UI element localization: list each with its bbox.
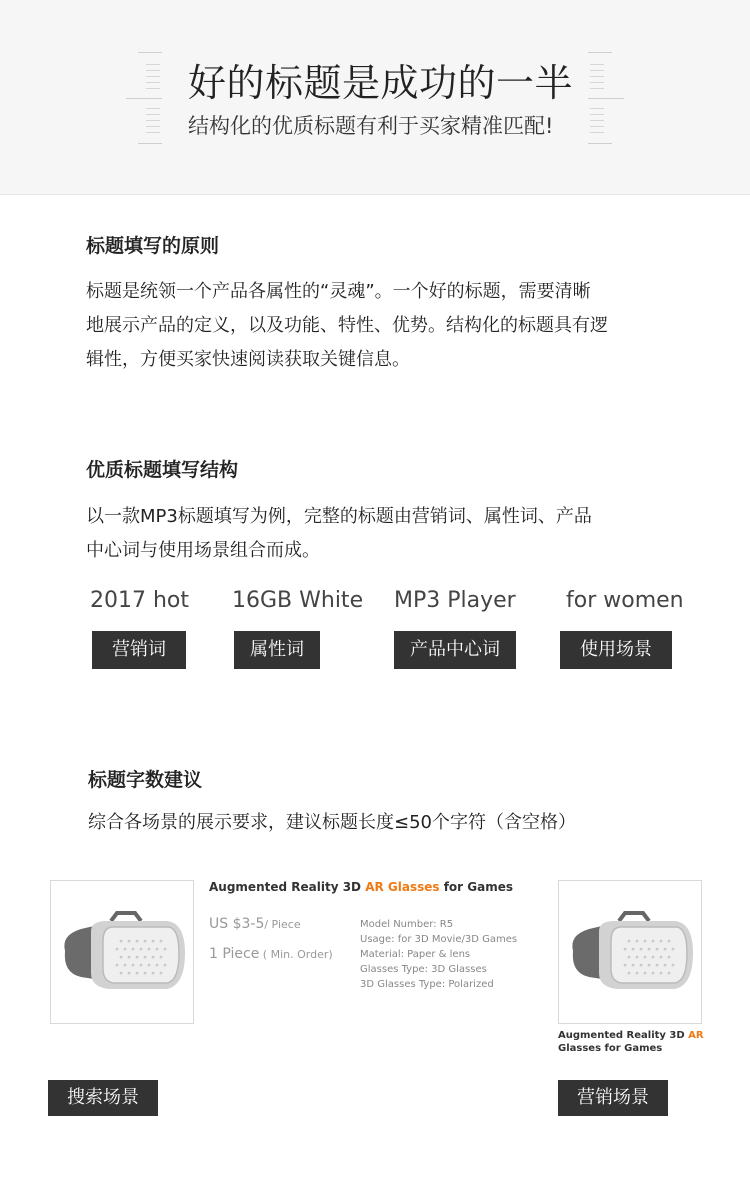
page-subtitle: 结构化的优质标题有利于买家精准匹配! [188, 114, 554, 138]
left-ruler-decoration [138, 52, 162, 144]
keyword-marketing: 2017 hot [90, 588, 190, 613]
moq-unit: ( Min. Order) [259, 948, 333, 961]
spec-item: 3D Glasses Type: Polarized [360, 979, 494, 990]
section-heading-length: 标题字数建议 [88, 769, 203, 791]
spec-list [360, 917, 517, 992]
tag-product-center-word: 产品中心词 [394, 631, 516, 669]
paragraph-line: 以一款MP3标题填写为例，完整的标题由营销词、属性词、产品 [86, 506, 592, 527]
keyword-product: MP3 Player [394, 588, 516, 613]
tag-search-scene: 搜索场景 [48, 1080, 158, 1116]
small-title-line1 [558, 1029, 704, 1042]
page-title: 好的标题是成功的一半 [188, 61, 574, 105]
header-banner [0, 0, 750, 195]
vr-headset-icon [51, 881, 193, 1023]
price-value: US $3-5 [209, 916, 265, 932]
length-paragraph: 综合各场景的展示要求，建议标题长度≤50个字符（含空格） [88, 812, 576, 833]
min-order [209, 946, 333, 962]
spec-item: Glasses Type: 3D Glasses [360, 964, 487, 975]
small-title-line2: Glasses for Games [558, 1043, 663, 1054]
product-image-search [50, 880, 194, 1024]
tag-usage-scene: 使用场景 [560, 631, 672, 669]
keyword-scene: for women [566, 588, 684, 613]
spec-item: Material: Paper & lens [360, 949, 471, 960]
keyword-attribute: 16GB White [232, 588, 364, 613]
paragraph-line: 中心词与使用场景组合而成。 [86, 540, 320, 561]
principles-paragraph [86, 275, 608, 377]
price [209, 916, 301, 932]
product-title[interactable] [209, 880, 513, 894]
title-part: Augmented Reality 3D [209, 880, 366, 894]
vr-headset-icon [559, 881, 701, 1023]
tag-marketing-word: 营销词 [92, 631, 186, 669]
right-ruler-decoration [588, 52, 612, 144]
spec-item: Model Number: R5 [360, 919, 454, 930]
section-heading-structure: 优质标题填写结构 [86, 459, 239, 481]
title-highlight: AR Glasses [365, 880, 440, 894]
product-image-marketing [558, 880, 702, 1024]
section-heading-principles: 标题填写的原则 [86, 235, 220, 257]
structure-paragraph [86, 500, 592, 568]
spec-item: Usage: for 3D Movie/3D Games [360, 934, 518, 945]
small-title-highlight: AR [688, 1030, 704, 1041]
small-title-part: Augmented Reality 3D [558, 1030, 689, 1041]
tag-attribute-word: 属性词 [234, 631, 320, 669]
product-title-small[interactable] [558, 1029, 704, 1055]
paragraph-line: 辑性，方便买家快速阅读获取关键信息。 [86, 349, 410, 370]
price-unit: / Piece [264, 918, 301, 931]
paragraph-line: 地展示产品的定义，以及功能、特性、优势。结构化的标题具有逻 [86, 315, 608, 336]
moq-value: 1 Piece [209, 946, 260, 962]
title-part: for Games [439, 880, 514, 894]
paragraph-line: 标题是统领一个产品各属性的“灵魂”。一个好的标题，需要清晰 [86, 281, 591, 302]
tag-marketing-scene: 营销场景 [558, 1080, 668, 1116]
